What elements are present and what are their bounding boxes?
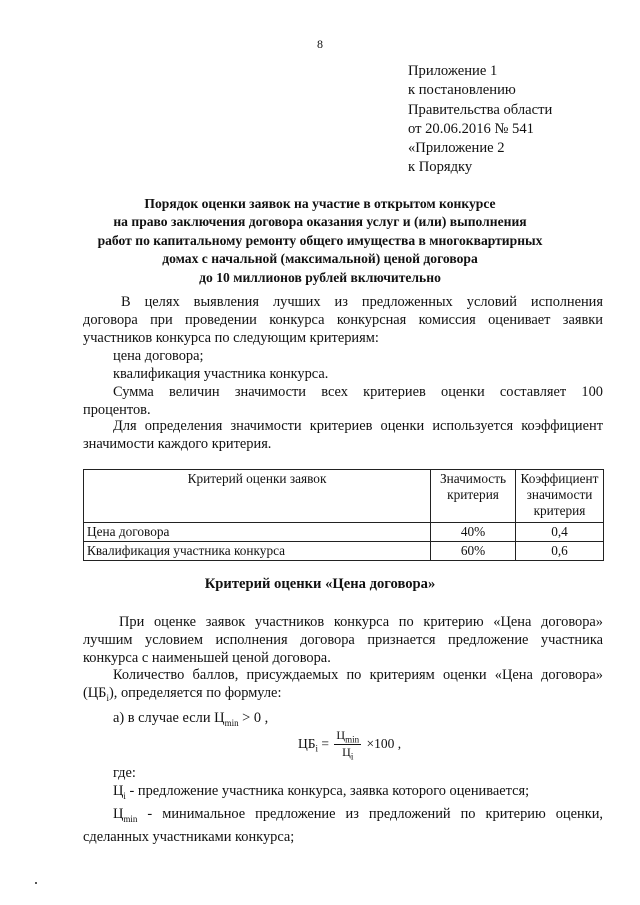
definition-ci <box>113 783 603 806</box>
subscript: min <box>123 813 138 824</box>
title-line: до 10 миллионов рублей включительно <box>199 269 441 285</box>
table-cell: Цена договора <box>84 523 431 542</box>
text-line: процентов. <box>83 401 151 418</box>
title-line: домах с начальной (максимальной) ценой договора <box>162 251 478 267</box>
text-line: Сумма величин значимости всех критериев оценки составляет 100 <box>113 384 603 400</box>
where-label: где: <box>113 765 136 781</box>
document-title <box>40 195 600 287</box>
text-fragment: ), определяется по формуле: <box>108 684 282 701</box>
intro-paragraph <box>83 294 603 347</box>
subscript: i <box>315 743 319 754</box>
appendix-line: от 20.06.2016 № 541 <box>408 120 534 137</box>
table-cell: 40% <box>431 523 516 542</box>
text-fragment: > 0 , <box>238 710 269 726</box>
appendix-line: Правительства области <box>408 101 553 118</box>
formula-fraction <box>334 728 361 762</box>
appendix-line: Приложение 1 <box>408 63 498 79</box>
table-header-cell: Критерий оценки заявок <box>84 470 431 523</box>
table-cell: 0,4 <box>516 523 604 542</box>
text-line <box>83 806 603 829</box>
criteria-table <box>83 469 604 561</box>
section-title: Критерий оценки «Цена договора» <box>204 576 436 592</box>
subscript: min <box>345 734 360 745</box>
price-paragraph-2 <box>83 667 603 707</box>
subscript: i <box>350 751 354 762</box>
text-line: значимости каждого критерия. <box>83 435 272 452</box>
subscript: min <box>224 717 239 728</box>
formula-symbol: Ц <box>113 806 124 822</box>
appendix-line: «Приложение 2 <box>408 140 505 157</box>
text-line: сделанных участниками конкурса; <box>83 828 295 845</box>
table-row <box>84 542 604 561</box>
text-line: В целях выявления лучших из предложенных условий исполнения <box>121 294 603 310</box>
table-cell: 60% <box>431 542 516 561</box>
coefficient-paragraph <box>83 418 603 454</box>
appendix-reference <box>408 62 552 178</box>
appendix-line: к постановлению <box>408 82 516 99</box>
title-line: Порядок оценки заявок на участие в открытом конкурсе <box>144 196 496 211</box>
text-line: При оценке заявок участников конкурса по критерию «Цена договора» <box>119 614 603 630</box>
text-fragment: - предложение участника конкурса, заявка которого оценивается; <box>125 783 530 799</box>
list-item: квалификация участника конкурса. <box>113 365 329 382</box>
text-fragment: а) в случае если Ц <box>113 710 225 726</box>
table-row <box>84 523 604 542</box>
text-fragment: - минимальное предложение из предложений по критерию оценки, <box>137 806 603 822</box>
table-header-row <box>84 470 604 523</box>
price-paragraph-1 <box>83 614 603 667</box>
table-header-cell: Коэффициент значимости критерия <box>516 470 604 523</box>
subscript: i <box>106 692 109 703</box>
fraction-denominator <box>334 745 361 761</box>
text-line <box>83 685 603 708</box>
table-header-cell: Значимость критерия <box>431 470 516 523</box>
table-cell: 0,6 <box>516 542 604 561</box>
table-cell: Квалификация участника конкурса <box>84 542 431 561</box>
list-item: цена договора; <box>113 348 204 364</box>
formula-symbol: (ЦБ <box>83 684 107 701</box>
text-line: Количество баллов, присуждаемых по критериям оценки «Цена договора» <box>113 667 603 683</box>
formula-symbol: Ц <box>336 728 346 742</box>
sum-paragraph <box>83 384 603 420</box>
price-score-formula <box>298 728 401 762</box>
text-line <box>113 783 603 806</box>
text-line: Для определения значимости критериев оценки используется коэффициент <box>113 418 603 434</box>
title-line: на право заключения договора оказания услуг и (или) выполнения <box>113 214 527 230</box>
formula-symbol: Ц <box>342 745 351 760</box>
formula-symbol: Ц <box>113 783 124 799</box>
text-line: участников конкурса по следующим критериям: <box>83 329 379 346</box>
formula-symbol: = <box>318 735 333 751</box>
text-line: конкурса с наименьшей ценой договора. <box>83 649 331 666</box>
definition-cmin <box>83 806 603 846</box>
text-line: договора при проведении конкурса конкурсная комиссия оценивает заявки <box>83 311 603 328</box>
fraction-numerator <box>334 728 361 745</box>
title-line: работ по капитальному ремонту общего имущества в многоквартирных <box>97 232 543 248</box>
page-number: 8 <box>317 37 323 51</box>
formula-symbol: ЦБ <box>298 735 316 751</box>
text-line: лучшим условием исполнения договора признается предложение участника <box>83 631 603 648</box>
appendix-line: к Порядку <box>408 159 473 176</box>
scan-speck <box>35 882 37 884</box>
subscript: i <box>123 790 126 801</box>
criteria-list <box>83 348 603 384</box>
formula-symbol: ×100 , <box>363 735 402 751</box>
